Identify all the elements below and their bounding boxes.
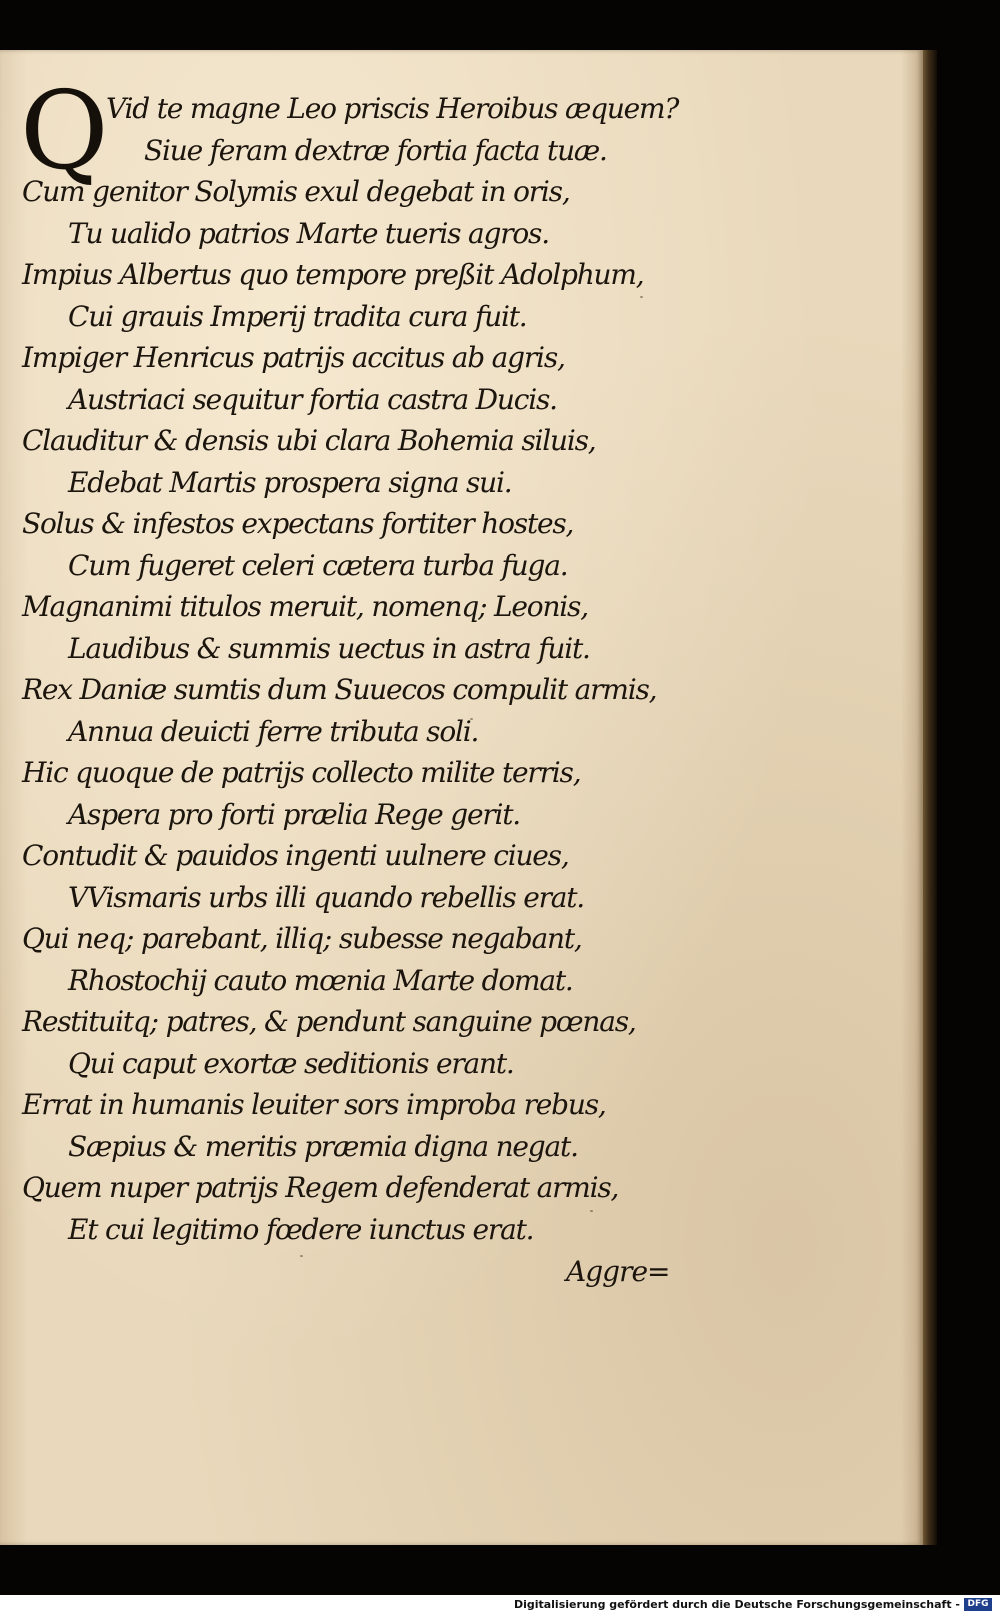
verse-line: Rex Daniæ sumtis dum Suuecos compulit armis, [22, 673, 657, 706]
funding-notice: Digitalisierung gefördert durch die Deutsche Forschungsgemeinschaft - [513, 1598, 960, 1611]
verse-line: Errat in humanis leuiter sors improba rebus, [22, 1088, 606, 1121]
verse-line: VVismaris urbs illi quando rebellis erat. [68, 880, 585, 914]
verse-line: Cum fugeret celeri cætera turba fuga. [68, 548, 568, 582]
drop-cap-initial: Q [20, 69, 109, 194]
catchword: Aggre= [566, 1255, 670, 1288]
verse-line: Vid te magne Leo priscis Heroibus æquem? [106, 92, 679, 125]
poem-text [22, 88, 702, 1250]
verse-line: Austriaci sequitur fortia castra Ducis. [68, 382, 557, 416]
verse-line: Sæpius & meritis præmia digna negat. [68, 1129, 578, 1163]
verse-line: Magnanimi titulos meruit, nomenq; Leonis, [22, 590, 588, 623]
verse-line: Aspera pro forti prælia Rege gerit. [68, 797, 521, 831]
verse-line: Clauditur & densis ubi clara Bohemia siluis, [22, 424, 596, 457]
verse-line: Laudibus & summis uectus in astra fuit. [68, 631, 590, 665]
verse-line: Cui grauis Imperij tradita cura fuit. [68, 299, 527, 333]
verse-line: Rhostochij cauto mœnia Marte domat. [68, 963, 573, 997]
verse-line: Cum genitor Solymis exul degebat in oris, [22, 175, 570, 208]
digitization-footer [0, 1595, 1000, 1615]
verse-line: Impiger Henricus patrijs accitus ab agris, [22, 341, 565, 374]
verse-line: Contudit & pauidos ingenti uulnere ciues, [22, 839, 569, 872]
verse-line: Quem nuper patrijs Regem defenderat armis, [22, 1171, 619, 1204]
verse-line: Hic quoque de patrijs collecto milite terris, [22, 756, 581, 789]
verse-line: Solus & infestos expectans fortiter hostes, [22, 507, 574, 540]
verse-line: Annua deuicti ferre tributa soli. [68, 714, 479, 748]
verse-line: Et cui legitimo fœdere iunctus erat. [68, 1212, 534, 1246]
dfg-logo[interactable]: DFG [964, 1598, 992, 1611]
page-edge-shadow [923, 50, 937, 1545]
verse-line: Qui caput exortæ seditionis erant. [68, 1046, 514, 1080]
verse-line: Siue feram dextræ fortia facta tuæ. [144, 133, 607, 167]
verse-line: Tu ualido patrios Marte tueris agros. [68, 216, 549, 250]
paper-speck [300, 1255, 303, 1257]
verse-line: Edebat Martis prospera signa sui. [68, 465, 512, 499]
verse-line: Impius Albertus quo tempore preßit Adolphum, [22, 258, 644, 291]
verse-line: Restituitq; patres, & pendunt sanguine pœnas, [22, 1005, 636, 1038]
verse-line: Qui neq; parebant, illiq; subesse negabant, [22, 922, 582, 955]
